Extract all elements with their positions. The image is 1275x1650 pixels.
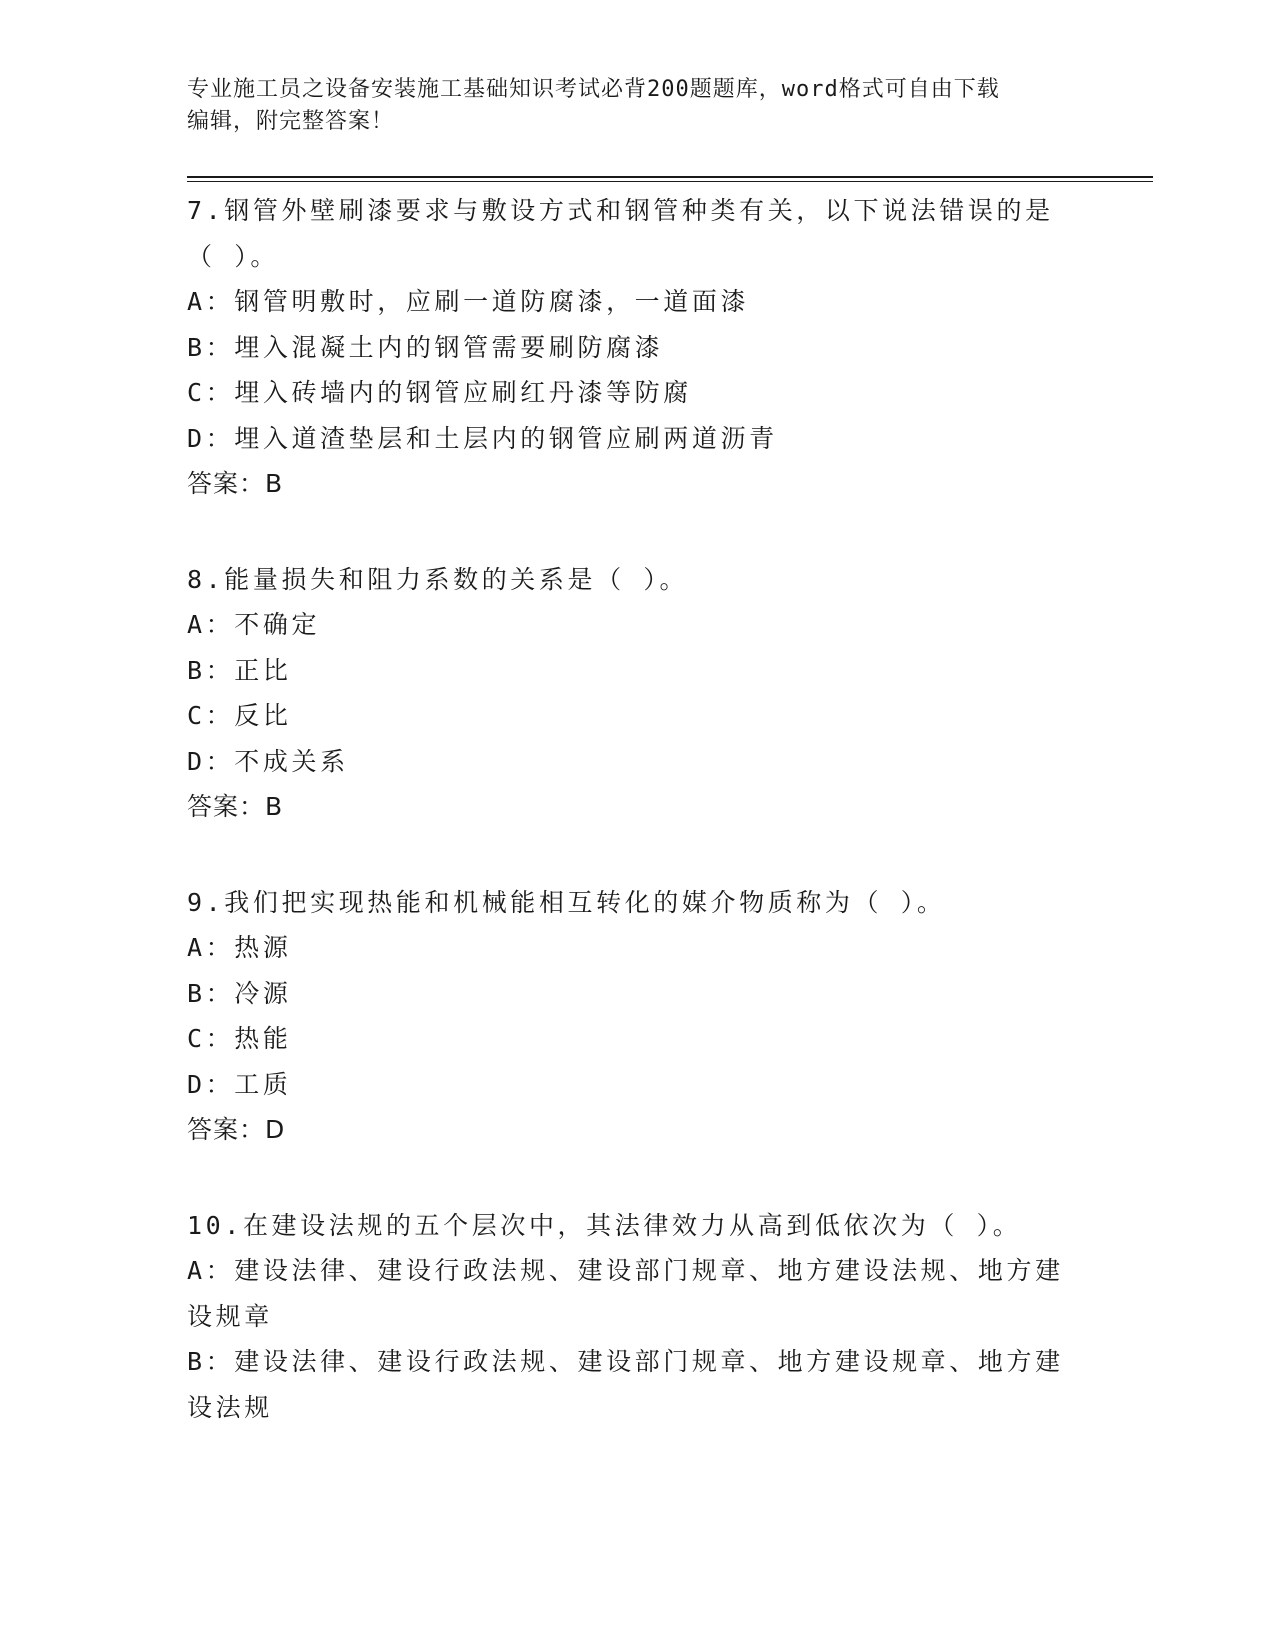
- header-divider-thin: [187, 181, 1153, 182]
- option-key: B：: [187, 655, 235, 685]
- option-key: C：: [187, 701, 235, 730]
- question-7-option-c: [187, 370, 1087, 416]
- question-8: [187, 557, 1087, 830]
- question-9-option-d: [187, 1062, 1087, 1108]
- option-text: 埋入道渣垫层和土层内的钢管应刷两道沥青: [234, 423, 778, 453]
- question-7-option-a: [187, 279, 1087, 325]
- question-8-option-d: [187, 739, 1087, 785]
- option-text: 热源: [234, 933, 292, 962]
- question-9-stem: 9.我们把实现热能和机械能相互转化的媒介物质称为（ ）。: [187, 887, 946, 917]
- option-key: B：: [187, 1347, 235, 1376]
- question-8-option-c: [187, 693, 1087, 739]
- question-8-answer: 答案：B: [187, 792, 284, 821]
- document-header: [187, 74, 1067, 138]
- question-10-option-a: [187, 1248, 1087, 1294]
- option-key: A：: [187, 933, 235, 962]
- header-line-2: 编辑，附完整答案！: [187, 109, 395, 134]
- option-text: 工质: [234, 1069, 292, 1099]
- option-text: 埋入砖墙内的钢管应刷红丹漆等防腐: [234, 378, 692, 407]
- question-10-option-a-continued: 设规章: [187, 1301, 273, 1331]
- header-divider-thick: [187, 176, 1153, 178]
- question-9-option-c: [187, 1016, 1087, 1062]
- question-8-stem: 8.能量损失和阻力系数的关系是（ ）。: [187, 564, 689, 594]
- option-text: 不确定: [234, 610, 321, 639]
- option-text: 冷源: [234, 978, 292, 1008]
- option-key: D：: [187, 1069, 235, 1099]
- option-text: 不成关系: [234, 746, 349, 776]
- question-8-option-a: [187, 602, 1087, 648]
- question-7-answer: 答案：B: [187, 469, 284, 498]
- option-text: 正比: [234, 655, 292, 685]
- question-10: [187, 1203, 1087, 1431]
- option-text: 建设法律、建设行政法规、建设部门规章、地方建设法规、地方建: [234, 1256, 1064, 1285]
- option-key: B：: [187, 332, 235, 362]
- option-key: C：: [187, 1024, 235, 1053]
- option-text: 建设法律、建设行政法规、建设部门规章、地方建设规章、地方建: [234, 1347, 1064, 1376]
- question-7-option-d: [187, 416, 1087, 462]
- question-10-stem: 10.在建设法规的五个层次中，其法律效力从高到低依次为（ ）。: [187, 1210, 1022, 1240]
- option-key: B：: [187, 978, 235, 1008]
- option-key: D：: [187, 746, 235, 776]
- question-7: [187, 188, 1087, 507]
- option-key: C：: [187, 378, 235, 407]
- question-8-option-b: [187, 648, 1087, 694]
- option-key: A：: [187, 1256, 235, 1285]
- question-9-option-a: [187, 925, 1087, 971]
- question-10-option-b-continued: 设法规: [187, 1392, 273, 1422]
- header-line-1: 专业施工员之设备安装施工基础知识考试必背200题题库，word格式可自由下载: [187, 77, 1000, 102]
- option-text: 热能: [234, 1024, 292, 1053]
- question-10-option-b: [187, 1339, 1087, 1385]
- question-7-stem-line-1: 7.钢管外壁刷漆要求与敷设方式和钢管种类有关，以下说法错误的是: [187, 196, 1054, 225]
- option-key: D：: [187, 423, 235, 453]
- question-7-option-b: [187, 325, 1087, 371]
- option-text: 钢管明敷时，应刷一道防腐漆，一道面漆: [234, 287, 750, 316]
- question-9-option-b: [187, 971, 1087, 1017]
- option-text: 反比: [234, 701, 292, 730]
- option-key: A：: [187, 610, 235, 639]
- option-text: 埋入混凝土内的钢管需要刷防腐漆: [234, 332, 664, 362]
- option-key: A：: [187, 287, 235, 316]
- question-9-answer: 答案：D: [187, 1115, 286, 1144]
- question-7-stem-line-2: （ ）。: [187, 241, 279, 271]
- question-9: [187, 880, 1087, 1153]
- question-list: [187, 188, 1087, 1480]
